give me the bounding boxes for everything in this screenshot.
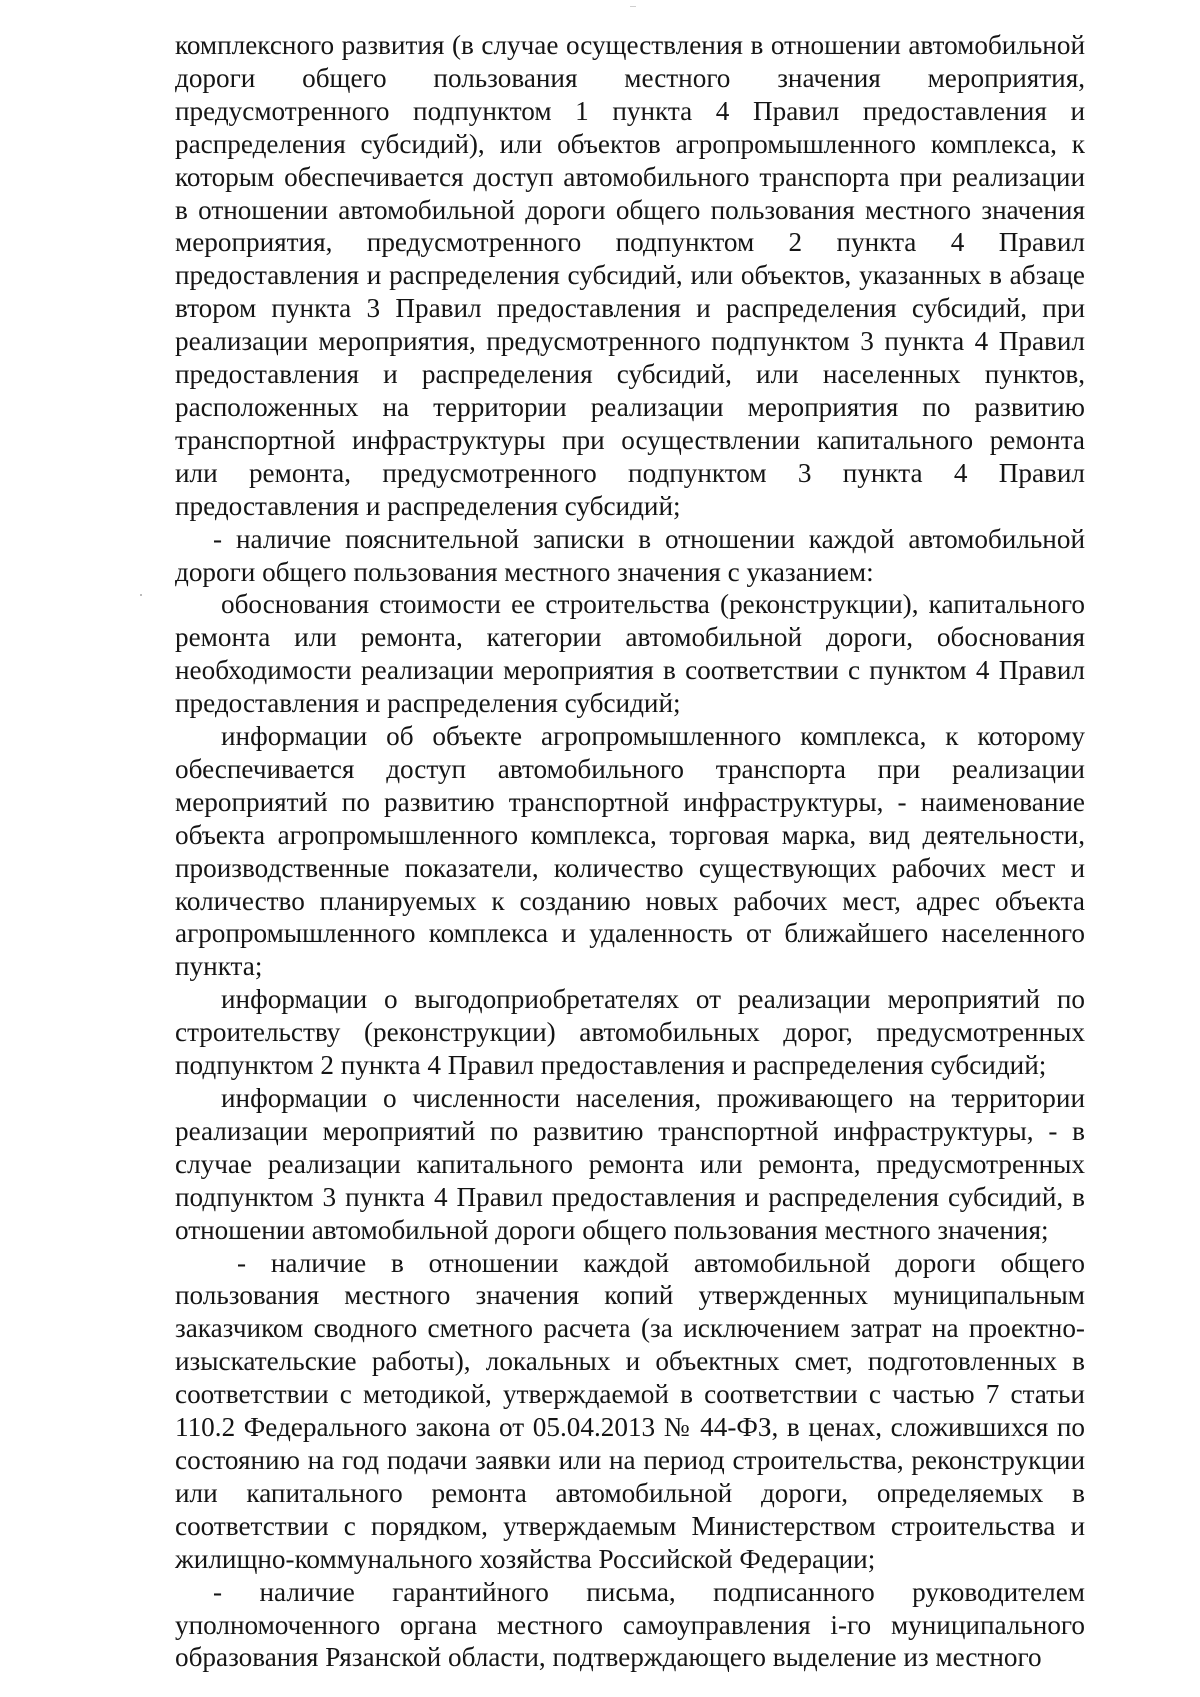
paragraph-8: - наличие гарантийного письма, подписанного руководителем уполномоченного органа местного самоуправления i-го муниципального образования Рязанской области, подтверждающего выделение из местного [175, 1576, 1085, 1673]
paragraph-5: информации о выгодоприобретателях от реализации мероприятий по строительству (реконструкции) автомобильных дорог, предусмотренных подпунктом 2 пункта 4 Правил предоставления и распределения субсидий; [175, 984, 1085, 1081]
paragraph-2: - наличие пояснительной записки в отношении каждой автомобильной дороги общего пользования местного значения с указанием: [175, 523, 1085, 587]
document-body [175, 29, 1085, 1674]
paragraph-3: обоснования стоимости ее строительства (реконструкции), капитального ремонта или ремонта, категории автомобильной дороги, обоснования необходимости реализации мероприятия в соответствии с пунктом 4 Правил предоставления и распределения субсидий; [175, 589, 1085, 719]
paragraph-6: информации о численности населения, проживающего на территории реализации мероприятий по развитию транспортной инфраструктуры, - в случае реализации капитального ремонта или ремонта, предусмотренных подпунктом 3 пункта 4 Правил предоставления и распределения субсидий, в отношении автомобильной дороги общего пользования местного значения; [175, 1083, 1085, 1245]
scan-speck [140, 594, 142, 596]
scan-mark [630, 6, 636, 7]
paragraph-1: комплексного развития (в случае осуществления в отношении автомобильной дороги общего пользования местного значения мероприятия, предусмотренного подпунктом 1 пункта 4 Правил предоставления и распределения субсидий), или объектов агропромышленного комплекса, к которым обеспечивается доступ автомобильного транспорта при реализации в отношении автомобильной дороги общего пользования местного значения мероприятия, предусмотренного подпунктом 2 пункта 4 Правил предоставления и распределения субсидий, или объектов, указанных в абзаце втором пункта 3 Правил предоставления и распределения субсидий, при реализации мероприятия, предусмотренного подпунктом 3 пункта 4 Правил предоставления и распределения субсидий, или населенных пунктов, расположенных на территории реализации мероприятия по развитию транспортной инфраструктуры при осуществлении капитального ремонта или ремонта, предусмотренного подпунктом 3 пункта 4 Правил предоставления и распределения субсидий; [175, 30, 1085, 521]
paragraph-7: - наличие в отношении каждой автомобильной дороги общего пользования местного значения копий утвержденных муниципальным заказчиком сводного сметного расчета (за исключением затрат на проектно-изыскательские работы), локальных и объектных смет, подготовленных в соответствии с методикой, утверждаемой в соответствии с частью 7 статьи 110.2 Федерального закона от 05.04.2013 № 44-ФЗ, в ценах, сложившихся по состоянию на год подачи заявки или на период строительства, реконструкции или капитального ремонта автомобильной дороги, определяемых в соответствии с порядком, утверждаемым Министерством строительства и жилищно-коммунального хозяйства Российской Федерации; [175, 1247, 1085, 1574]
paragraph-4: информации об объекте агропромышленного комплекса, к которому обеспечивается доступ автомобильного транспорта при реализации мероприятий по развитию транспортной инфраструктуры, - наименование объекта агропромышленного комплекса, торговая марка, вид деятельности, производственные показатели, количество существующих рабочих мест и количество планируемых к созданию новых рабочих мест, адрес объекта агропромышленного комплекса и удаленность от ближайшего населенного пункта; [175, 721, 1085, 982]
